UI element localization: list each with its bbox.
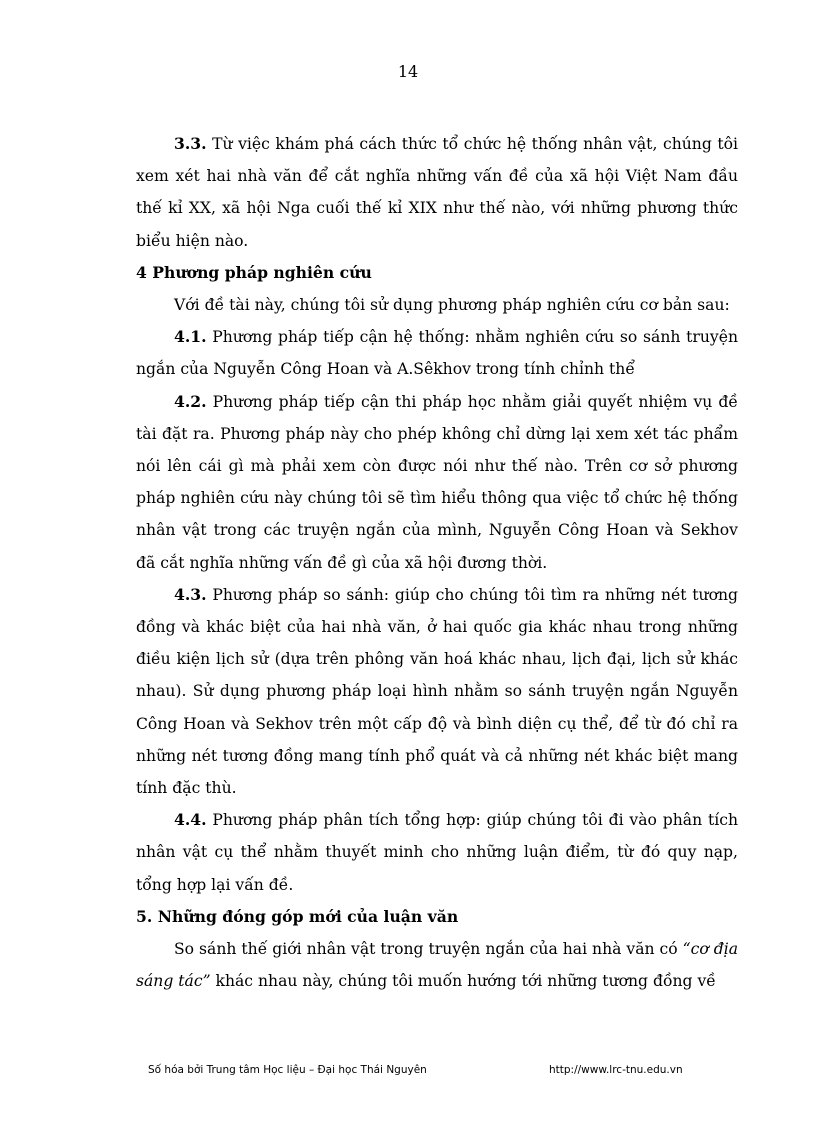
- paragraph-label: 4.4.: [174, 810, 207, 830]
- paragraph-label: 4.3.: [174, 584, 207, 604]
- paragraph-intro-4: Với đề tài này, chúng tôi sử dụng phương pháp nghiên cứu cơ bản sau:: [174, 296, 730, 315]
- section-heading-4: 4 Phương pháp nghiên cứu: [136, 262, 372, 282]
- document-body: [136, 128, 738, 997]
- paragraph-text: Phương pháp phân tích tổng hợp: giúp chúng tôi đi vào phân tích nhân vật cụ thể nhằm thuyết minh cho những luận điểm, từ đó quy nạp, tổng hợp lại vấn đề.: [136, 811, 738, 894]
- paragraph-4-3: [136, 579, 738, 804]
- paragraph-3-3: [136, 128, 738, 257]
- footer-url: http://www.lrc-tnu.edu.vn: [549, 1064, 683, 1076]
- footer-source-text: Số hóa bởi Trung tâm Học liệu – Đại học Thái Nguyên: [148, 1064, 427, 1076]
- paragraph-label: 4.1.: [174, 327, 207, 347]
- paragraph-4-1: [136, 321, 738, 385]
- paragraph-4-2: [136, 386, 738, 579]
- paragraph-label: 3.3.: [174, 134, 207, 153]
- paragraph-text: So sánh thế giới nhân vật trong truyện ngắn của hai nhà văn có: [174, 940, 683, 959]
- section-heading-5: 5. Những đóng góp mới của luận văn: [136, 906, 459, 926]
- paragraph-text: Phương pháp tiếp cận hệ thống: nhằm nghiên cứu so sánh truyện ngắn của Nguyễn Công Hoan và A.Sêkhov trong tính chỉnh thể: [136, 328, 738, 379]
- paragraph-5: [136, 933, 738, 997]
- paragraph-text: Phương pháp tiếp cận thi pháp học nhằm giải quyết nhiệm vụ đề tài đặt ra. Phương pháp này cho phép không chỉ dừng lại xem xét tác phẩm nói lên cái gì mà phải xem còn được nói như thế nào. Trên cơ sở phương pháp nghiên cứu này chúng tôi sẽ tìm hiểu thông qua việc tổ chức hệ thống nhân vật trong các truyện ngắn của mình, Nguyễn Công Hoan và Sekhov đã cắt nghĩa những vấn đề gì của xã hội đương thời.: [136, 392, 738, 572]
- italic-quote: “cơ địa sáng tác”: [136, 940, 738, 991]
- page-number: 14: [397, 62, 419, 81]
- paragraph-4-4: [136, 804, 738, 901]
- paragraph-text: khác nhau này, chúng tôi muốn hướng tới những tương đồng về: [210, 972, 716, 991]
- paragraph-label: 4.2.: [174, 391, 207, 411]
- paragraph-text: Từ việc khám phá cách thức tổ chức hệ thống nhân vật, chúng tôi xem xét hai nhà văn để cắt nghĩa những vấn đề của xã hội Việt Nam đầu thế kỉ XX, xã hội Nga cuối thế kỉ XIX như thế nào, với những phương thức biểu hiện nào.: [136, 135, 738, 250]
- paragraph-text: Phương pháp so sánh: giúp cho chúng tôi tìm ra những nét tương đồng và khác biệt của hai nhà văn, ở hai quốc gia khác nhau trong những điều kiện lịch sử (dựa trên phông văn hoá khác nhau, lịch đại, lịch sử khác nhau). Sử dụng phương pháp loại hình nhằm so sánh truyện ngắn Nguyễn Công Hoan và Sekhov trên một cấp độ và bình diện cụ thể, để từ đó chỉ ra những nét tương đồng mang tính phổ quát và cả những nét khác biệt mang tính đặc thù.: [136, 585, 738, 798]
